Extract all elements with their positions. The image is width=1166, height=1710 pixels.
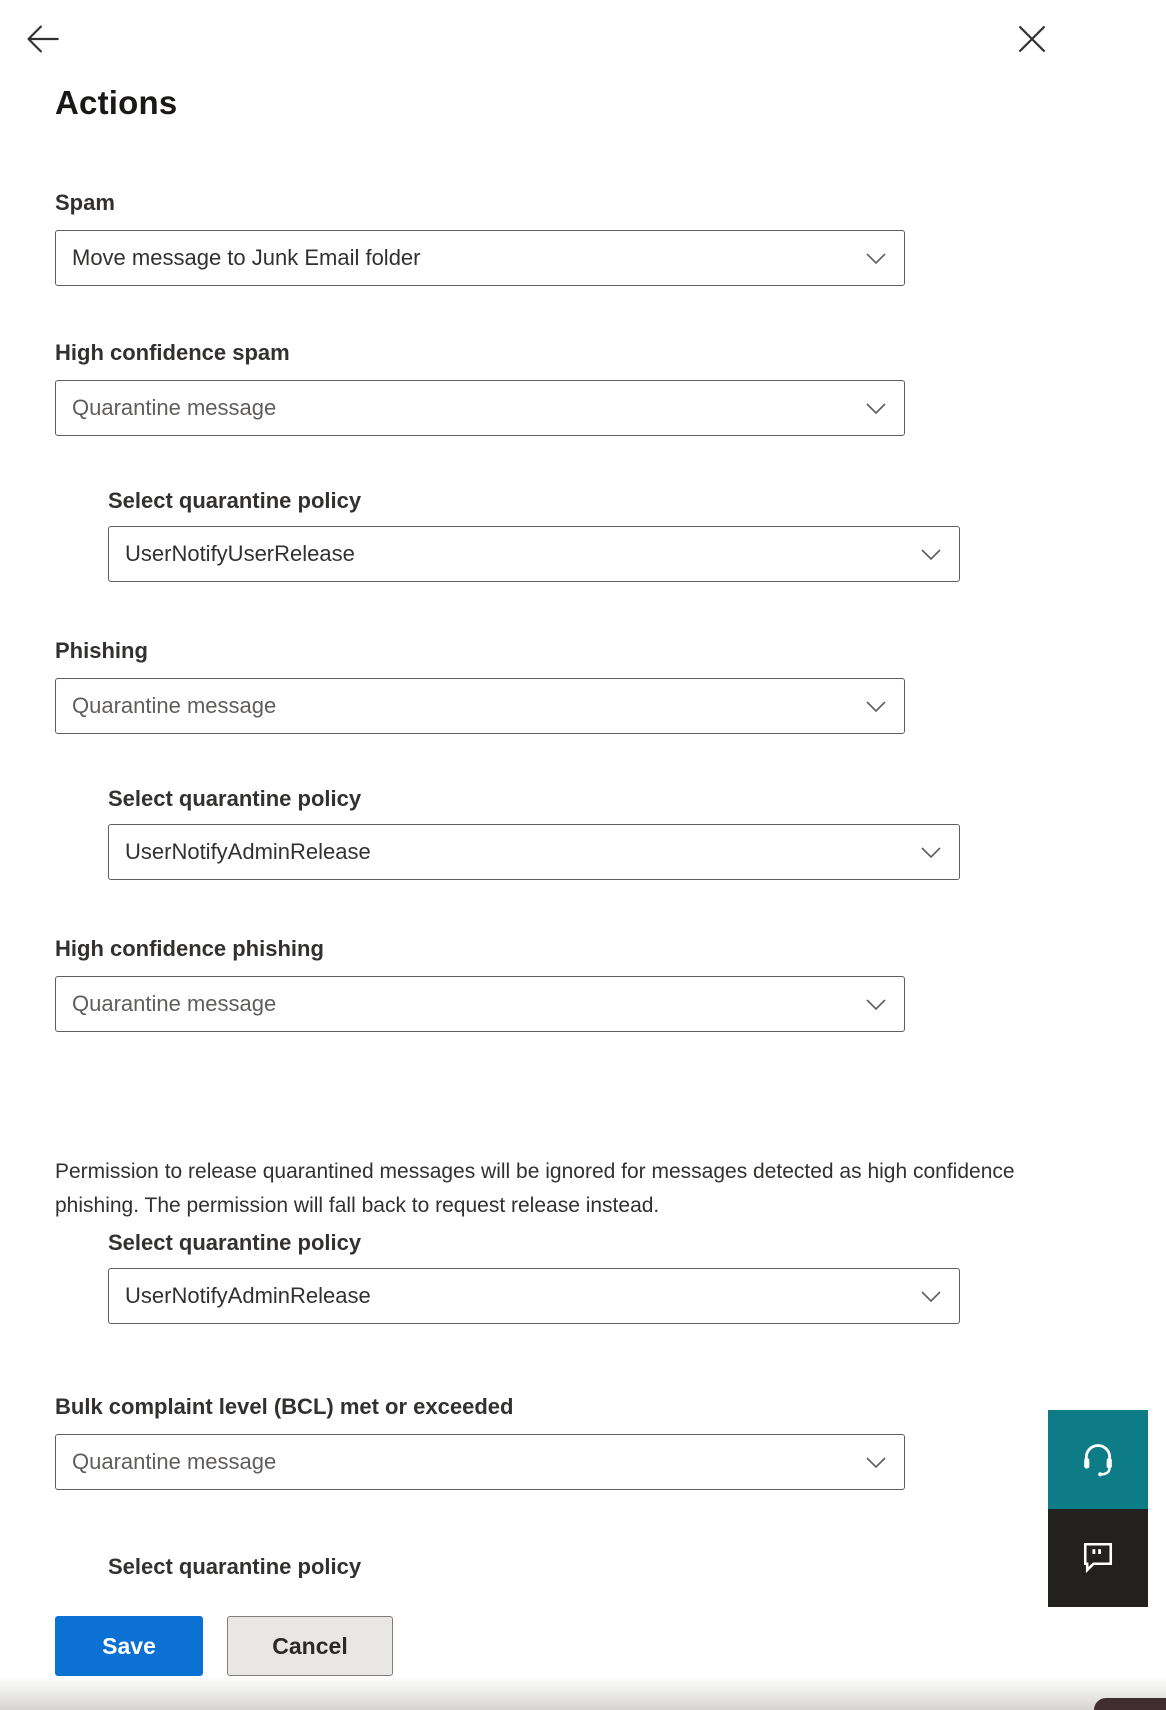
hcp-quarantine-policy-value: UserNotifyAdminRelease [125,1283,371,1308]
chevron-down-icon [866,701,886,712]
phishing-dropdown-value: Quarantine message [72,693,277,718]
high-confidence-phishing-dropdown-value: Quarantine message [72,991,277,1016]
chevron-down-icon [921,549,941,560]
back-button[interactable] [22,20,62,60]
phishing-label: Phishing [55,638,148,663]
chevron-down-icon [866,1457,886,1468]
chevron-down-icon [866,403,886,414]
bcl-dropdown[interactable] [55,1434,905,1490]
high-confidence-phishing-label: High confidence phishing [55,936,324,961]
spam-label: Spam [55,190,115,215]
chevron-down-icon [866,999,886,1010]
feedback-button[interactable] [1048,1509,1148,1607]
high-confidence-spam-dropdown[interactable] [55,380,905,436]
phishing-quarantine-policy-value: UserNotifyAdminRelease [125,839,371,864]
chevron-down-icon [921,1291,941,1302]
hcs-quarantine-policy-value: UserNotifyUserRelease [125,541,355,566]
headset-icon [1078,1438,1118,1481]
high-confidence-phishing-dropdown[interactable] [55,976,905,1032]
high-confidence-phishing-note: Permission to release quarantined messages will be ignored for messages detected as high confidence phishing. The permission will fall back to request release instead. [55,1160,1015,1217]
arrow-left-icon [24,21,60,60]
chevron-down-icon [866,253,886,264]
page-title: Actions [55,84,178,121]
feedback-bubble-icon [1080,1539,1116,1578]
help-button[interactable] [1048,1410,1148,1509]
hcp-quarantine-policy-dropdown[interactable] [108,1268,960,1324]
save-button[interactable]: Save [55,1616,203,1676]
high-confidence-spam-dropdown-value: Quarantine message [72,395,277,420]
close-icon [1017,24,1047,57]
hcp-quarantine-policy-label: Select quarantine policy [108,1230,362,1255]
spam-dropdown[interactable] [55,230,905,286]
phishing-quarantine-policy-dropdown[interactable] [108,824,960,880]
hcs-quarantine-policy-label: Select quarantine policy [108,488,362,513]
bcl-label: Bulk complaint level (BCL) met or exceeded [55,1394,514,1419]
bcl-quarantine-policy-label: Select quarantine policy [108,1554,362,1578]
hcs-quarantine-policy-dropdown[interactable] [108,526,960,582]
bcl-dropdown-value: Quarantine message [72,1449,277,1474]
chevron-down-icon [921,847,941,858]
cancel-button[interactable]: Cancel [227,1616,393,1676]
phishing-quarantine-policy-label: Select quarantine policy [108,786,362,811]
spam-dropdown-value: Move message to Junk Email folder [72,245,421,270]
high-confidence-spam-label: High confidence spam [55,340,290,365]
background-window-corner [1094,1698,1166,1710]
panel-bottom-shadow [0,1676,1166,1710]
phishing-dropdown[interactable] [55,678,905,734]
close-button[interactable] [1012,20,1052,60]
